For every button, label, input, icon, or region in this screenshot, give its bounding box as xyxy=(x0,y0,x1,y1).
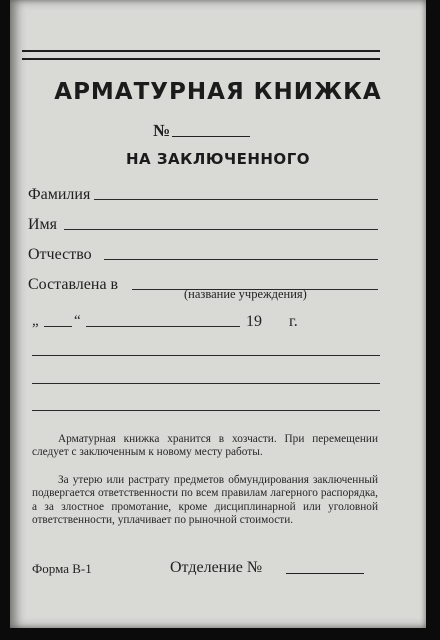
date-year-prefix: 19 xyxy=(246,313,262,330)
surname-label: Фамилия xyxy=(28,186,91,203)
document-subtitle: НА ЗАКЛЮЧЕННОГО xyxy=(125,150,310,168)
blank-fill-line xyxy=(32,355,380,356)
top-double-rule-lower xyxy=(22,58,380,60)
document-title: АРМАТУРНАЯ КНИЖКА xyxy=(54,79,382,105)
institution-caption: (название учреждения) xyxy=(184,287,307,301)
department-fill-line xyxy=(286,573,364,574)
patronymic-fill-line xyxy=(104,259,378,260)
number-fill-line xyxy=(172,136,250,137)
date-year-suffix: г. xyxy=(289,313,298,330)
blank-fill-line xyxy=(32,410,380,411)
form-number-label: Форма В-1 xyxy=(32,561,92,576)
date-day-fill-line xyxy=(44,326,72,327)
first-name-label: Имя xyxy=(28,216,58,233)
compiled-in-label: Составлена в xyxy=(28,276,119,293)
date-close-quote: “ xyxy=(74,313,81,329)
surname-fill-line xyxy=(94,199,378,200)
date-month-fill-line xyxy=(86,326,240,327)
top-double-rule-upper xyxy=(22,50,380,52)
notice-paragraph: За утерю или растрату предметов обмундирования заключенный подвергается ответственности по всем правилам лагерного распорядка, а за злостное промотание, кроме дисциплинарной или уголовной ответственности, уплачивает по рыночной стоимости. xyxy=(32,474,378,526)
patronymic-label: Отчество xyxy=(28,246,92,263)
number-label: № xyxy=(153,121,171,140)
date-open-quote: „ xyxy=(32,313,39,329)
first-name-fill-line xyxy=(64,229,378,230)
notice-paragraph: Арматурная книжка хранится в хозчасти. При перемещении следует с заключенным к новому месту работы. xyxy=(32,433,378,459)
blank-fill-line xyxy=(32,383,380,384)
document-page xyxy=(10,0,426,628)
department-label: Отделение № xyxy=(170,559,263,576)
